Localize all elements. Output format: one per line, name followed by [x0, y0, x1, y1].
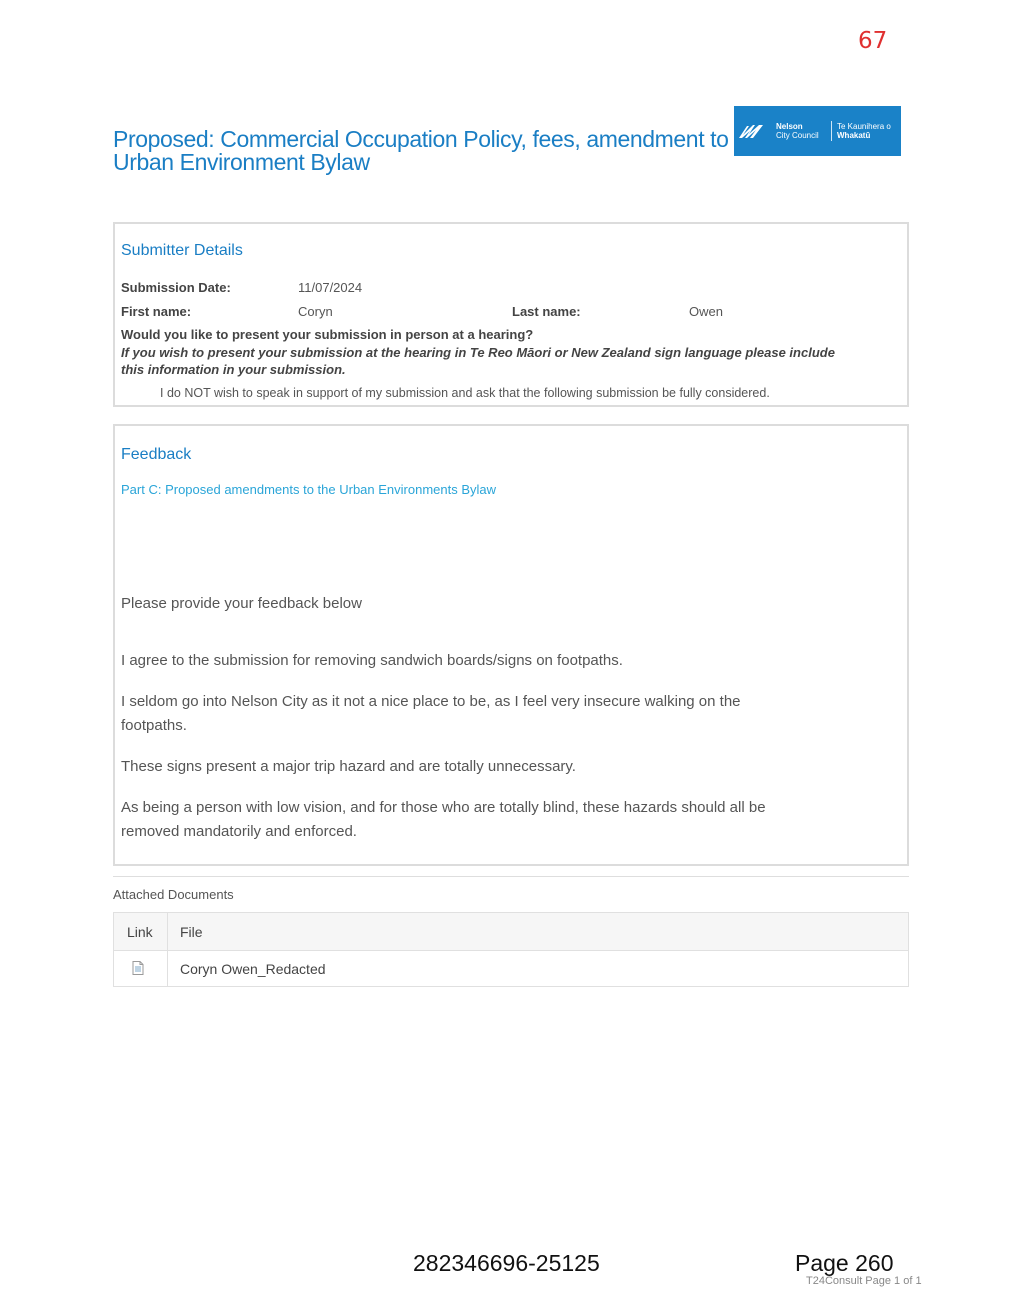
hearing-note-line1: If you wish to present your submission at the hearing in Te Reo Māori or New Zealand sign language please include	[121, 345, 835, 360]
attached-file-name[interactable]: Coryn Owen_Redacted	[180, 961, 326, 977]
feedback-paragraph-1: I agree to the submission for removing sandwich boards/signs on footpaths.	[121, 652, 623, 669]
attached-documents-table	[113, 912, 909, 987]
column-header-link: Link	[127, 924, 153, 940]
logo-name-bold: Nelson	[776, 122, 803, 131]
feedback-prompt: Please provide your feedback below	[121, 595, 362, 612]
hearing-note-line2: this information in your submission.	[121, 362, 346, 377]
feedback-paragraph-2-line1: I seldom go into Nelson City as it not a nice place to be, as I feel very insecure walking on the	[121, 693, 741, 710]
feedback-paragraph-4-line2: removed mandatorily and enforced.	[121, 823, 357, 840]
section-divider	[113, 876, 909, 877]
submitter-heading: Submitter Details	[121, 242, 243, 259]
submitter-details-section	[113, 222, 909, 407]
page-title	[113, 128, 733, 174]
logo-name-rest: City Council	[776, 131, 819, 140]
logo-maori-line1: Te Kaunihera o	[837, 122, 891, 131]
document-icon[interactable]	[132, 961, 144, 978]
council-logo-icon	[734, 106, 774, 156]
feedback-paragraph-2-line2: footpaths.	[121, 717, 187, 734]
feedback-paragraph-3: These signs present a major trip hazard and are totally unnecessary.	[121, 758, 576, 775]
last-name-value: Owen	[689, 304, 723, 319]
last-name-label: Last name:	[512, 304, 581, 319]
hearing-answer: I do NOT wish to speak in support of my submission and ask that the following submission be fully considered.	[160, 386, 770, 400]
feedback-section	[113, 424, 909, 866]
feedback-heading: Feedback	[121, 446, 192, 463]
page-title-line1: Proposed: Commercial Occupation Policy, fees, amendment to	[113, 126, 729, 152]
table-header	[114, 913, 908, 951]
first-name-value: Coryn	[298, 304, 333, 319]
footer-document-id: 282346696-25125	[413, 1250, 600, 1276]
submission-date-label: Submission Date:	[121, 280, 231, 295]
logo-maori-line2: Whakatū	[837, 131, 871, 140]
attached-documents-heading: Attached Documents	[113, 887, 234, 902]
hearing-question: Would you like to present your submission in person at a hearing?	[121, 327, 534, 342]
feedback-paragraph-2	[121, 690, 821, 738]
page-number-top: 67	[858, 28, 888, 54]
page-title-line2: Urban Environment Bylaw	[113, 149, 370, 175]
feedback-paragraph-4	[121, 796, 821, 844]
feedback-paragraph-4-line1: As being a person with low vision, and for those who are totally blind, these hazards should all be	[121, 799, 766, 816]
submission-date-value: 11/07/2024	[298, 280, 363, 295]
first-name-label: First name:	[121, 304, 192, 319]
nelson-city-council-logo	[734, 106, 901, 156]
table-column-divider	[167, 913, 168, 986]
footer-consult-page: T24Consult Page 1 of 1	[806, 1275, 922, 1287]
column-header-file: File	[180, 924, 203, 940]
feedback-part-title: Part C: Proposed amendments to the Urban Environments Bylaw	[121, 482, 497, 497]
footer-page-number: Page 260	[795, 1250, 894, 1276]
logo-divider	[831, 121, 832, 141]
